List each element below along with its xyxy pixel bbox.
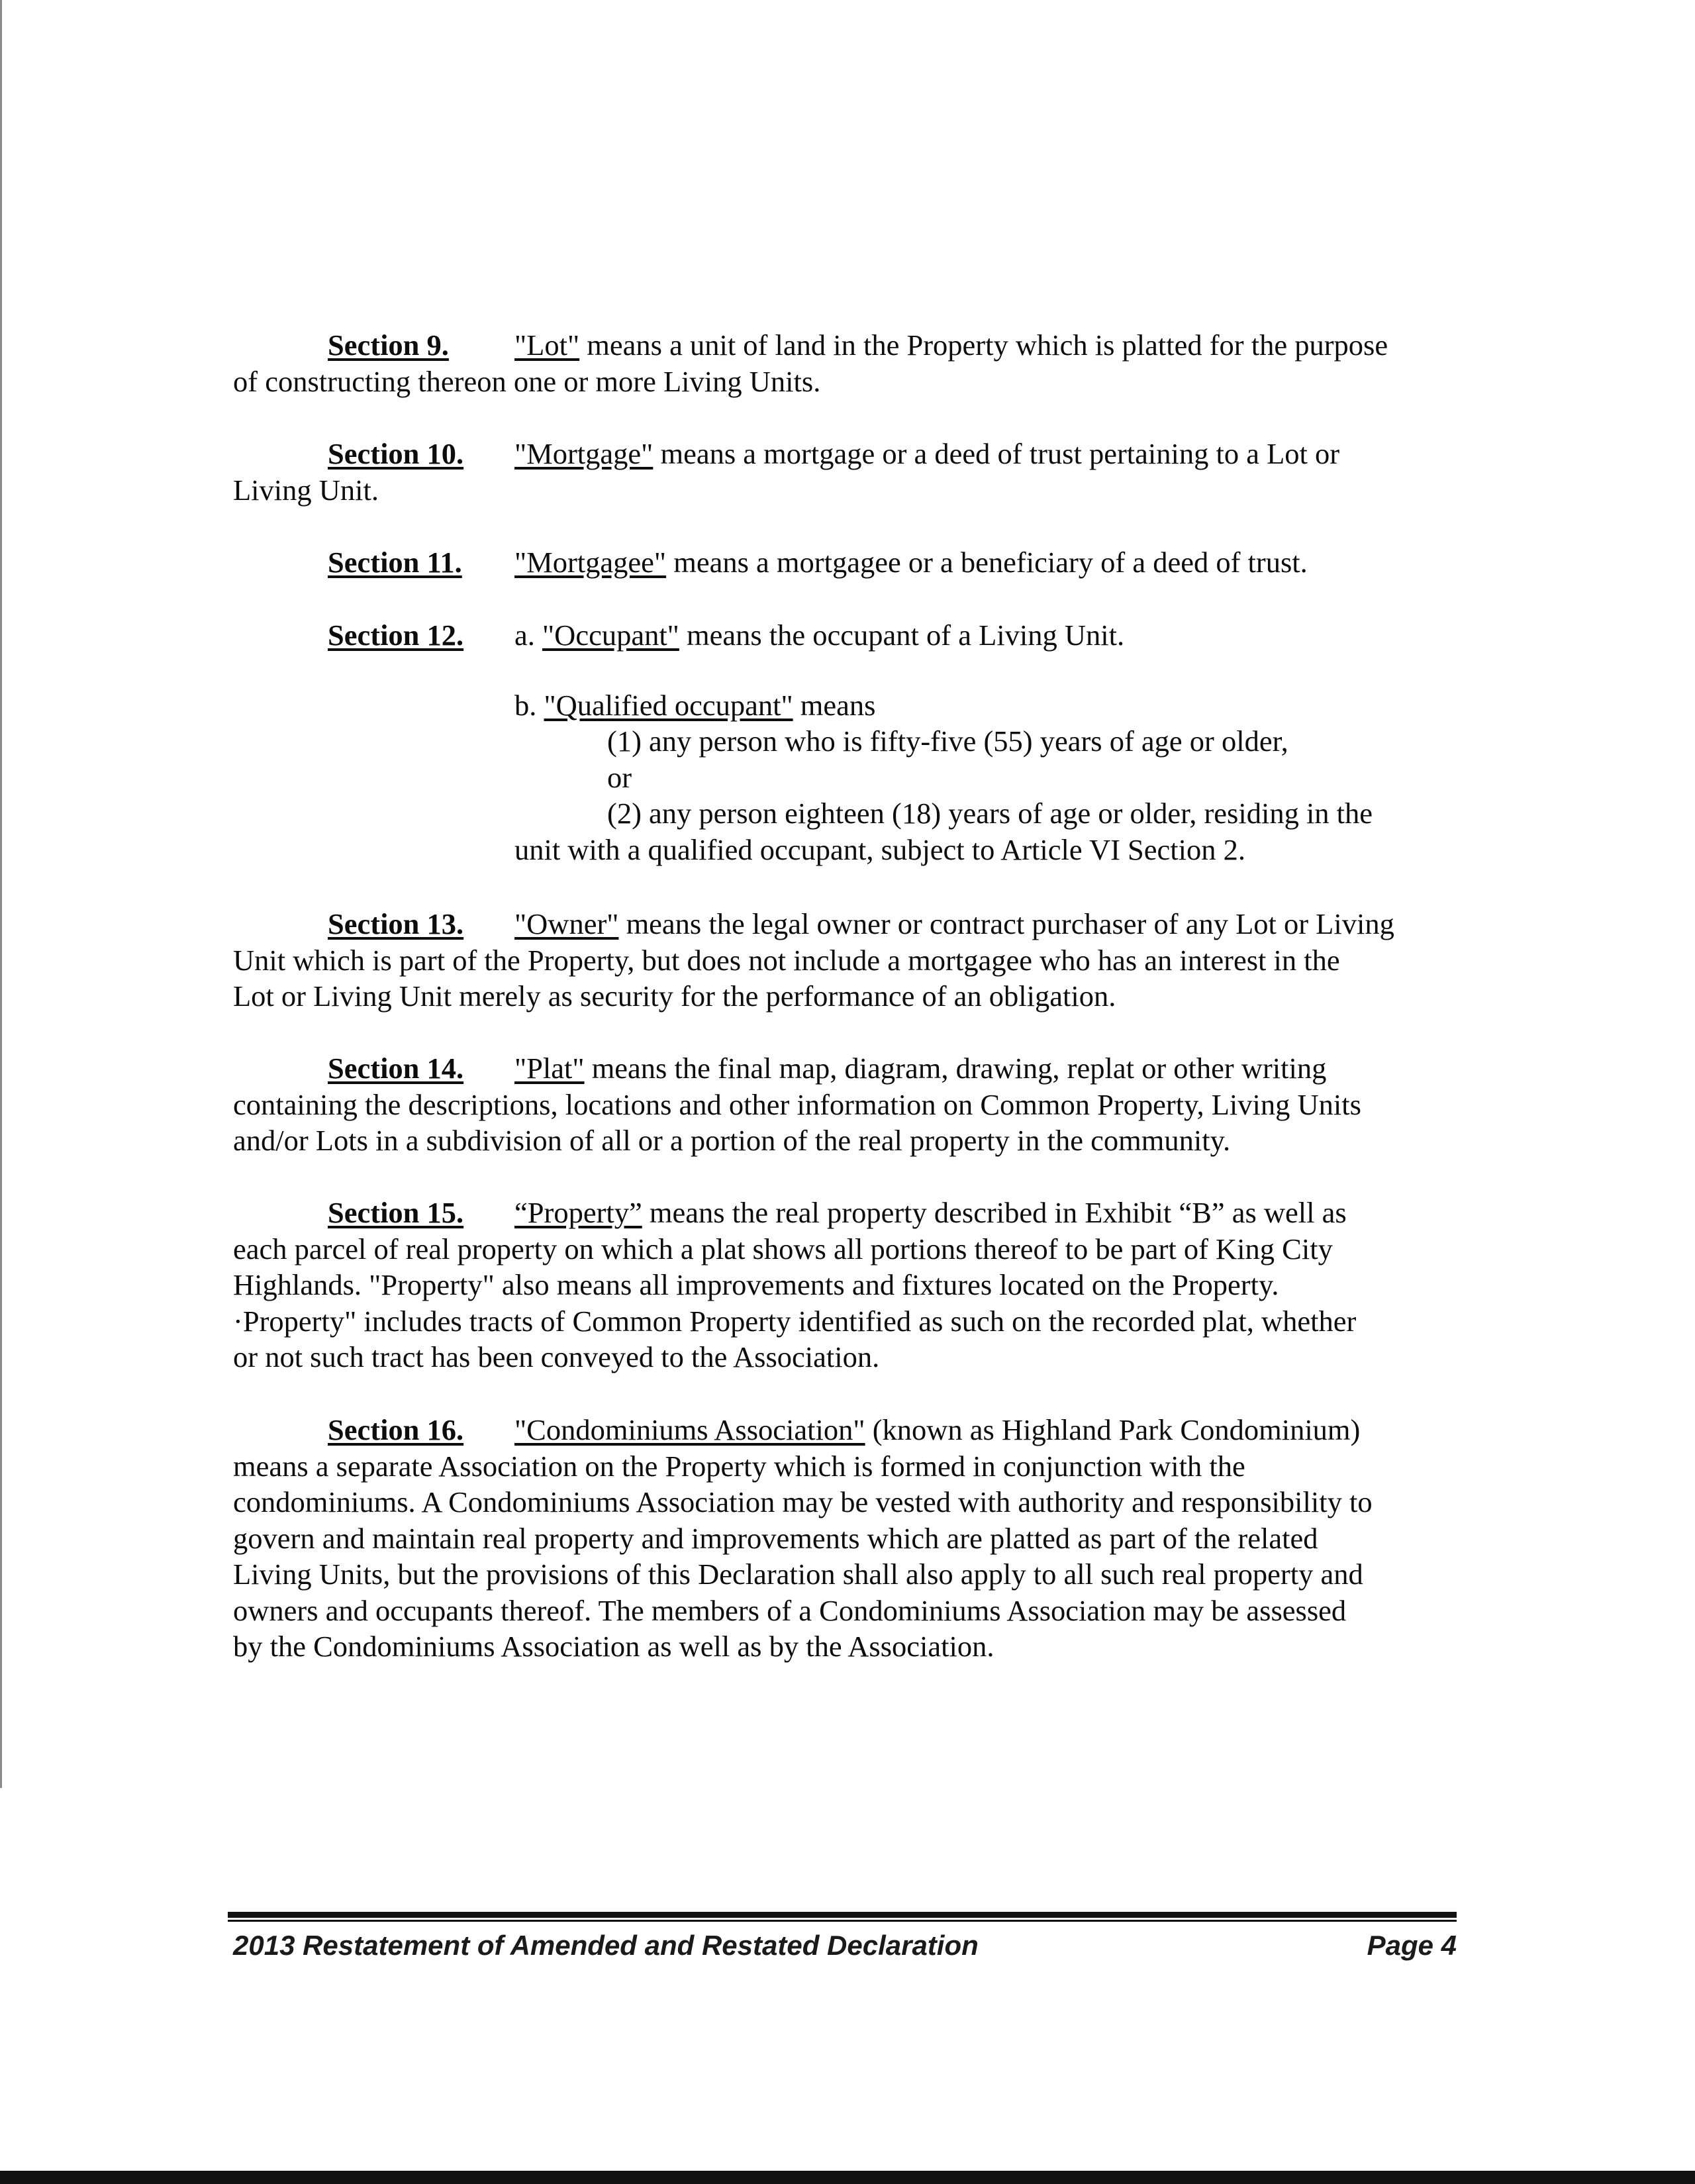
section-9-text: means a unit of land in the Property which is platted for the purpose [579, 328, 1388, 362]
section-11-text: means a mortgagee or a beneficiary of a deed of trust. [666, 546, 1308, 579]
section-14-term: "Plat" [514, 1052, 585, 1085]
section-13 [233, 906, 1394, 1015]
page-number: Page 4 [1367, 1930, 1457, 1961]
section-11-heading: Section 11. [328, 546, 462, 579]
section-14-text: means the final map, diagram, drawing, replat or other writing [584, 1052, 1327, 1085]
section-16-line-4: govern and maintain real property and improvements which are platted as part of the related [233, 1521, 1318, 1555]
section-16-line-1 [233, 1412, 1373, 1448]
section-13-text: means the legal owner or contract purchaser of any Lot or Living [618, 907, 1394, 940]
section-16-line-3: condominiums. A Condominiums Association may be vested with authority and responsibility to [233, 1485, 1373, 1518]
footer-rule-thin [228, 1920, 1457, 1922]
section-15-term: “Property” [514, 1196, 642, 1229]
section-15-line-5: or not such tract has been conveyed to the Association. [233, 1340, 880, 1373]
section-13-line-1 [233, 906, 1394, 942]
section-12-or: or [607, 760, 632, 794]
section-12-a-prefix: a. [514, 619, 543, 652]
section-15-line-4: ·Property" includes tracts of Common Property identified as such on the recorded plat, whether [233, 1304, 1357, 1338]
footer-rule-thick [228, 1912, 1457, 1918]
section-16-line-5: Living Units, but the provisions of this Declaration shall also apply to all such real property and [233, 1558, 1363, 1591]
section-10-line-2: Living Unit. [233, 473, 379, 507]
section-9 [233, 327, 1388, 399]
section-11-line-1 [233, 544, 1308, 581]
section-10-term: "Mortgage" [514, 437, 654, 470]
section-10-heading: Section 10. [328, 437, 464, 470]
section-15-line-1 [233, 1195, 1356, 1231]
footer-title: 2013 Restatement of Amended and Restated Declaration [233, 1930, 979, 1961]
section-13-heading: Section 13. [328, 907, 464, 940]
scan-left-edge [0, 0, 2, 1788]
scan-bottom-edge [0, 2171, 1695, 2184]
section-14-line-3: and/or Lots in a subdivision of all or a portion of the real property in the community. [233, 1124, 1231, 1157]
section-12-line-a [233, 617, 1373, 654]
section-12-b-prefix: b. [514, 688, 544, 722]
section-12-item-2-cont: unit with a qualified occupant, subject to Article VI Section 2. [514, 832, 1246, 866]
section-16-line-7: by the Condominiums Association as well as by the Association. [233, 1630, 994, 1663]
section-14-line-1 [233, 1050, 1361, 1087]
section-15-line-2: each parcel of real property on which a plat shows all portions thereof to be part of King City [233, 1232, 1333, 1266]
section-15 [233, 1195, 1356, 1375]
section-12-item-1: (1) any person who is fifty-five (55) years of age or older, [607, 724, 1288, 758]
section-16 [233, 1412, 1373, 1665]
section-16-line-2: means a separate Association on the Property which is formed in conjunction with the [233, 1449, 1245, 1483]
section-12-a-term: "Occupant" [542, 619, 679, 652]
section-13-term: "Owner" [514, 907, 619, 940]
section-15-line-3: Highlands. "Property" also means all improvements and fixtures located on the Property. [233, 1268, 1279, 1301]
section-9-line-2: of constructing thereon one or more Living Units. [233, 364, 821, 398]
section-16-heading: Section 16. [328, 1413, 464, 1446]
section-16-text: (known as Highland Park Condominium) [865, 1413, 1361, 1446]
section-14-heading: Section 14. [328, 1052, 464, 1085]
section-14-line-2: containing the descriptions, locations and other information on Common Property, Living Units [233, 1087, 1361, 1121]
section-12-line-b [233, 687, 1373, 724]
section-10-line-1 [233, 436, 1339, 472]
section-14 [233, 1050, 1361, 1159]
section-16-line-6: owners and occupants thereof. The members of a Condominiums Association may be assessed [233, 1593, 1347, 1627]
section-12 [233, 617, 1373, 868]
section-12-heading: Section 12. [328, 619, 464, 652]
section-11-term: "Mortgagee" [514, 546, 667, 579]
section-13-line-3: Lot or Living Unit merely as security for the performance of an obligation. [233, 979, 1116, 1013]
section-16-term: "Condominiums Association" [514, 1413, 865, 1446]
section-13-line-2: Unit which is part of the Property, but does not include a mortgagee who has an interest in the [233, 943, 1340, 977]
section-15-text: means the real property described in Exhibit “B” as well as [642, 1196, 1347, 1229]
section-12-item-2: (2) any person eighteen (18) years of age or older, residing in the [607, 797, 1373, 830]
section-9-term: "Lot" [514, 328, 580, 362]
section-10 [233, 436, 1339, 508]
section-12-b-term: "Qualified occupant" [544, 688, 793, 722]
section-12-a-text: means the occupant of a Living Unit. [679, 619, 1125, 652]
section-9-heading: Section 9. [328, 328, 449, 362]
section-9-line-1 [233, 327, 1388, 364]
section-10-text: means a mortgage or a deed of trust pertaining to a Lot or [653, 437, 1340, 470]
section-11 [233, 544, 1308, 581]
section-12-b-text: means [793, 688, 876, 722]
section-15-heading: Section 15. [328, 1196, 464, 1229]
